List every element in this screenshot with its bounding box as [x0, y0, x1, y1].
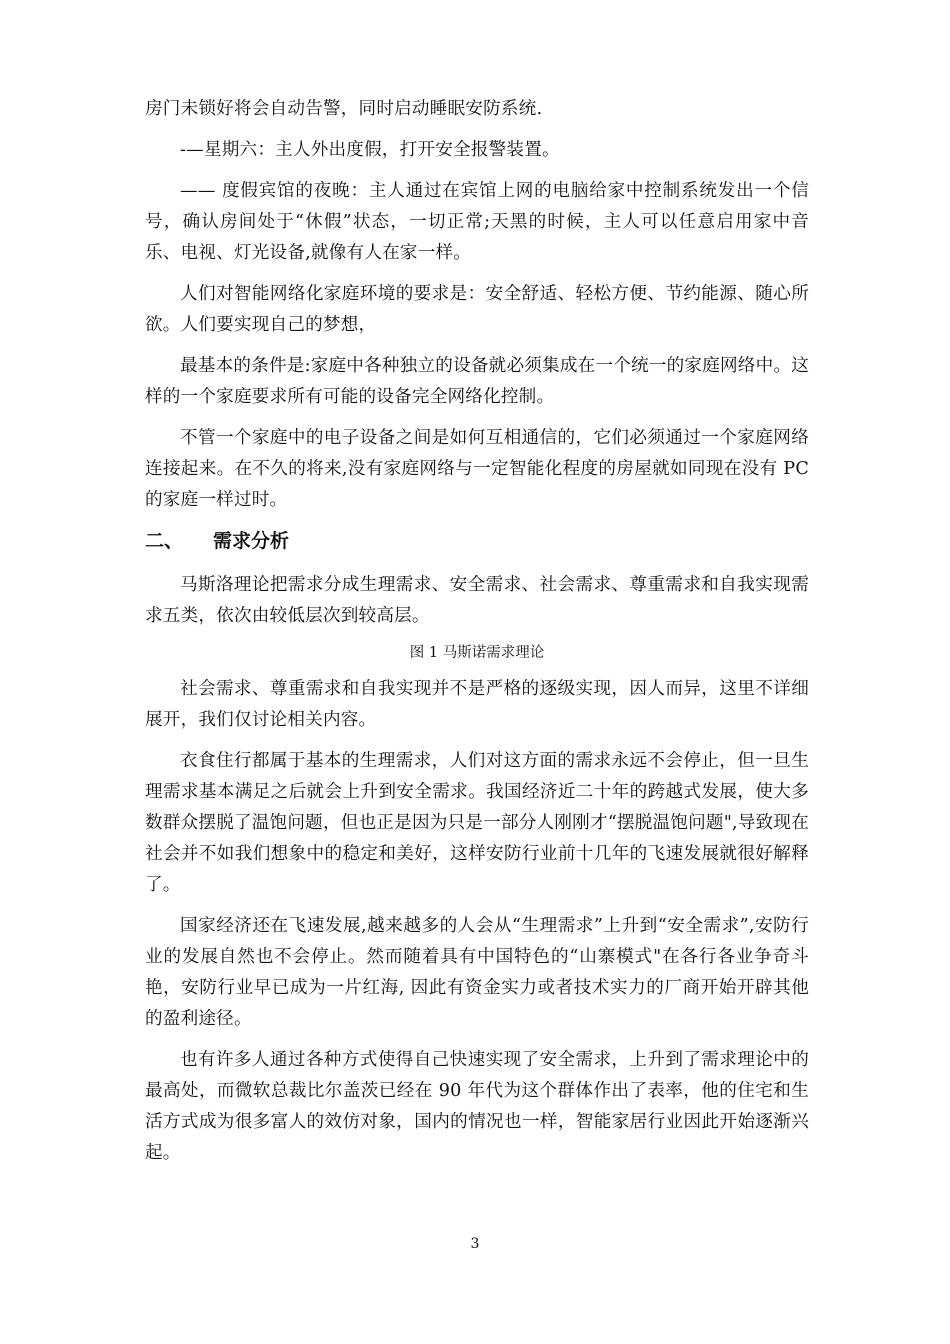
- page-content: [145, 94, 809, 1179]
- paragraph-requirements: 人们对智能网络化家庭环境的要求是：安全舒适、轻松方便、节约能源、随心所欲。人们要实现自己的梦想，: [145, 284, 809, 335]
- paragraph-maslow-intro: 马斯洛理论把需求分成生理需求、安全需求、社会需求、尊重需求和自我实现需求五类，依次由较低层次到较高层。: [145, 575, 809, 626]
- paragraph-basic-condition: 最基本的条件是:家庭中各种独立的设备就必须集成在一个统一的家庭网络中。这样的一个家庭要求所有可能的设备完全网络化控制。: [145, 356, 809, 407]
- paragraph-basic-needs: 衣食住行都属于基本的生理需求，人们对这方面的需求永远不会停止，但一旦生理需求基本满足之后就会上升到安全需求。我国经济近二十年的跨越式发展，使大多数群众摆脱了温饱问题，但也正是因为只是一部分人刚刚才“摆脱温饱问题",导致现在社会并不如我们想象中的稳定和美好，这样安防行业前十几年的飞速发展就很好解释了。: [145, 751, 809, 895]
- paragraph-saturday: -—星期六：主人外出度假，打开安全报警装置。: [180, 140, 560, 160]
- section-title: 需求分析: [213, 530, 290, 552]
- section-number: 二、: [145, 530, 184, 552]
- figure-caption: 图 1 马斯诺需求理论: [409, 645, 545, 661]
- paragraph-hotel-night: —— 度假宾馆的夜晚：主人通过在宾馆上网的电脑给家中控制系统发出一个信号，确认房间处于“休假”状态，一切正常;天黑的时候，主人可以任意启用家中音乐、电视、灯光设备,就像有人在家一样。: [145, 181, 809, 263]
- paragraph-home-network: 不管一个家庭中的电子设备之间是如何互相通信的，它们必须通过一个家庭网络连接起来。在不久的将来,没有家庭网络与一定智能化程度的房屋就如同现在没有 PC 的家庭一样过时。: [145, 428, 809, 510]
- paragraph-continued: 房门未锁好将会自动告警，同时启动睡眠安防系统.: [145, 99, 543, 119]
- section-heading: [145, 526, 809, 556]
- page-number: 3: [470, 1236, 480, 1252]
- paragraph-economy: 国家经济还在飞速发展,越来越多的人会从“生理需求”上升到“安全需求”,安防行业的发展自然也不会停止。然而随着具有中国特色的“山寨模式"在各行各业争奇斗艳，安防行业早已成为一片红海, 因此有资金实力或者技术实力的厂商开始开辟其他的盈利途径。: [145, 916, 809, 1029]
- paragraph-smart-home-rise: 也有许多人通过各种方式使得自己快速实现了安全需求，上升到了需求理论中的最高处，而微软总裁比尔盖茨已经在 90 年代为这个群体作出了表率，他的住宅和生活方式成为很多富人的效仿对象，国内的情况也一样，智能家居行业因此开始逐渐兴起。: [145, 1050, 809, 1163]
- paragraph-social-needs: 社会需求、尊重需求和自我实现并不是严格的逐级实现，因人而异，这里不详细展开，我们仅讨论相关内容。: [145, 679, 809, 730]
